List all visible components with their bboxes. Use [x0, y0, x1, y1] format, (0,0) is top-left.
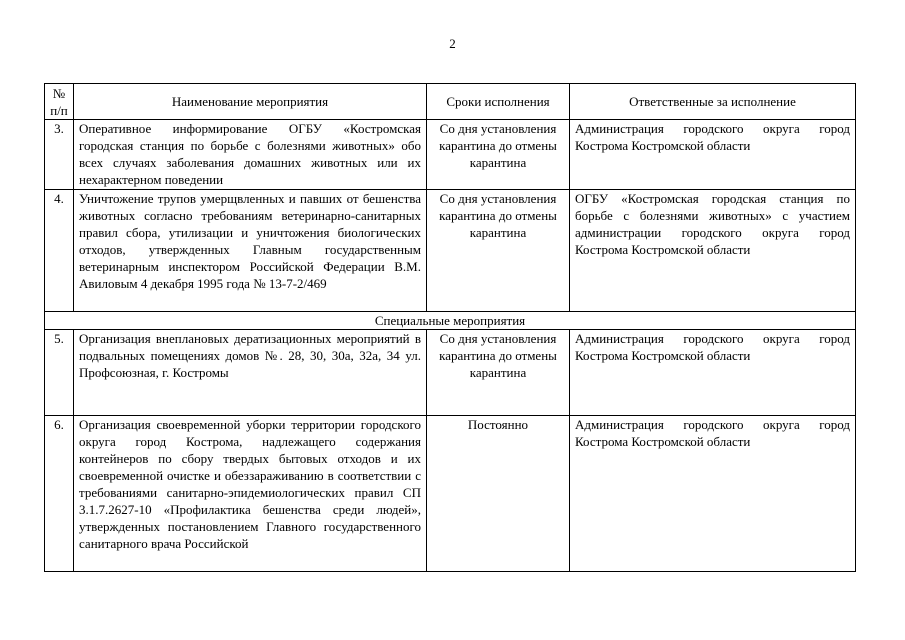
row-name: Организация внеплановых дератизационных мероприятий в подвальных помещениях домов №. 28, 30, 30а, 32а, 34 ул. Профсоюзная, г. Костромы	[74, 330, 427, 416]
header-name: Наименование мероприятия	[74, 84, 427, 120]
page-number: 2	[449, 36, 456, 51]
table-row	[45, 120, 856, 190]
row-term: Со дня установления карантина до отмены карантина	[427, 330, 570, 416]
row-name: Оперативное информирование ОГБУ «Костромская городская станция по борьбе с болезнями животных» обо всех случаях заболевания домашних животных или их нехарактерном поведении	[74, 120, 427, 190]
header-num: № п/п	[45, 84, 74, 120]
section-title: Специальные мероприятия	[45, 312, 856, 330]
row-number: 3.	[45, 120, 74, 190]
row-responsible: Администрация городского округа город Кострома Костромской области	[570, 120, 856, 190]
measures-table	[44, 83, 856, 572]
row-number: 6.	[45, 416, 74, 572]
header-responsible: Ответственные за исполнение	[570, 84, 856, 120]
row-name: Организация своевременной уборки территории городского округа город Кострома, надлежащего содержания контейнеров по сбору твердых бытовых отходов и их своевременной очистке и обеззараживанию в соответствии с требованиями санитарно-эпидемиологических правил СП 3.1.7.2627-10 «Профилактика бешенства среди людей», утвержденных постановлением Главного государственного санитарного врача Российской	[74, 416, 427, 572]
table-row	[45, 330, 856, 416]
row-number: 4.	[45, 190, 74, 312]
row-number: 5.	[45, 330, 74, 416]
row-name: Уничтожение трупов умерщвленных и павших от бешенства животных согласно требованиям ветеринарно-санитарных правил сбора, утилизации и уничтожения биологических отходов, утвержденных Главным государственным ветеринарным инспектором Российской Федерации В.М. Авиловым 4 декабря 1995 года № 13-7-2/469	[74, 190, 427, 312]
table-row	[45, 190, 856, 312]
row-responsible: ОГБУ «Костромская городская станция по борьбе с болезнями животных» с участием администрации городского округа город Кострома Костромской области	[570, 190, 856, 312]
row-term: Со дня установления карантина до отмены карантина	[427, 120, 570, 190]
row-responsible: Администрация городского округа город Кострома Костромской области	[570, 416, 856, 572]
row-responsible: Администрация городского округа город Кострома Костромской области	[570, 330, 856, 416]
table-header-row	[45, 84, 856, 120]
row-term: Со дня установления карантина до отмены карантина	[427, 190, 570, 312]
header-term: Сроки исполнения	[427, 84, 570, 120]
section-row	[45, 312, 856, 330]
row-term: Постоянно	[427, 416, 570, 572]
table-row	[45, 416, 856, 572]
